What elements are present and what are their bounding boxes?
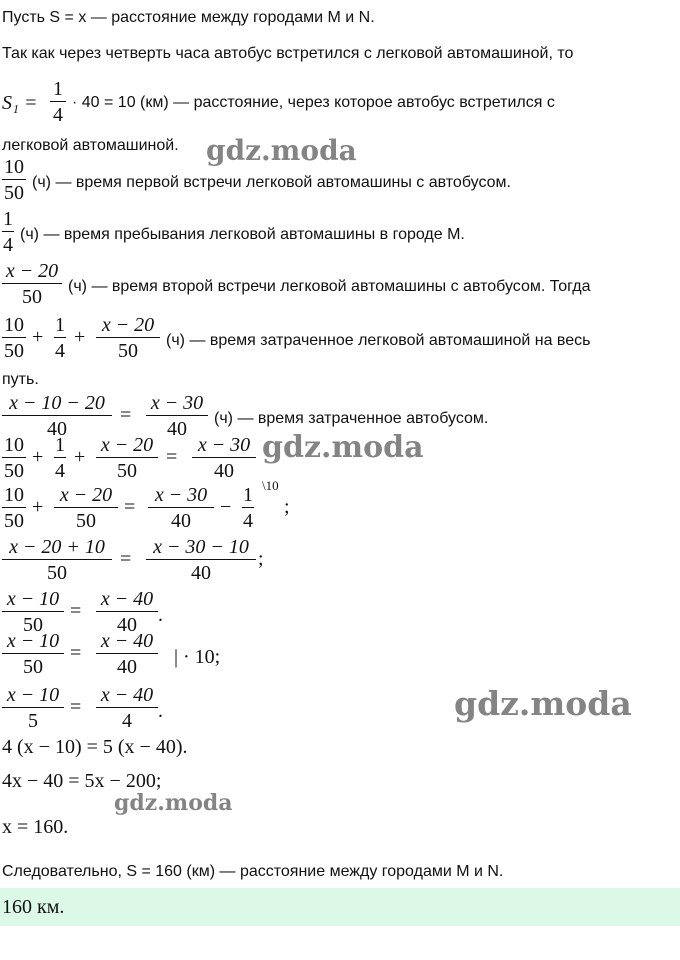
text-line-4: легковой автомашиной. xyxy=(2,137,179,154)
eq6-frac-b xyxy=(96,684,158,734)
num: 10 xyxy=(4,314,24,336)
num: 10 xyxy=(4,156,24,178)
fraction-10-50 xyxy=(2,156,26,206)
eq1-frac-b xyxy=(54,434,66,484)
equation-linear: 4 (x − 10) = 5 (x − 40). xyxy=(2,736,188,758)
bar xyxy=(242,507,254,508)
bar xyxy=(146,559,256,560)
num: x − 20 xyxy=(100,434,154,456)
bar xyxy=(2,559,112,560)
bar xyxy=(96,653,158,654)
fraction-x20-50b xyxy=(96,314,160,364)
den: 40 xyxy=(117,614,137,636)
bar xyxy=(2,231,14,232)
den: 50 xyxy=(23,614,43,636)
plus: + xyxy=(32,446,44,468)
den: 40 xyxy=(117,656,137,678)
equals: = xyxy=(70,696,82,718)
den: 50 xyxy=(4,340,24,362)
eq2-frac-c xyxy=(148,484,214,534)
watermark-logo: gdz.moda xyxy=(262,430,424,465)
bar xyxy=(96,457,158,458)
conclusion-line: Следовательно, S = 160 (км) — расстояние между городами M и N. xyxy=(2,863,504,880)
den: 40 xyxy=(171,510,191,532)
watermark-logo: gdz.moda xyxy=(454,684,632,723)
text-line-5: (ч) — время первой встречи легковой автомашины с автобусом. xyxy=(32,174,511,191)
num: x − 20 xyxy=(101,314,155,336)
den: 4 xyxy=(55,340,65,362)
eq2-frac-a xyxy=(2,484,26,534)
den: 40 xyxy=(47,418,67,440)
num: x − 10 xyxy=(6,630,60,652)
den: 50 xyxy=(47,562,67,584)
eq1-frac-c xyxy=(96,434,158,484)
bar xyxy=(54,337,66,338)
text-line-9: путь. xyxy=(2,371,39,388)
num: x − 20 + 10 xyxy=(9,536,105,558)
multiplier-10: \10 xyxy=(262,478,279,493)
den: 50 xyxy=(118,340,138,362)
bar xyxy=(148,507,214,508)
eq3-frac-a xyxy=(2,536,112,586)
num: x − 10 − 20 xyxy=(9,392,105,414)
den: 4 xyxy=(3,234,13,256)
den: 50 xyxy=(23,656,43,678)
num: x − 20 xyxy=(59,484,113,506)
bar xyxy=(96,337,160,338)
multiply-by-10: | · 10; xyxy=(174,646,221,668)
num: 1 xyxy=(53,78,63,100)
bar xyxy=(50,101,66,102)
eq3-frac-b xyxy=(146,536,256,586)
period: . xyxy=(158,700,163,722)
bar xyxy=(192,457,256,458)
watermark-logo: gdz.moda xyxy=(114,790,233,816)
num: x − 10 xyxy=(6,588,60,610)
den: 40 xyxy=(167,418,187,440)
num: x − 20 xyxy=(5,260,59,282)
den: 4 xyxy=(122,710,132,732)
den: 5 xyxy=(28,710,38,732)
bar xyxy=(2,179,26,180)
num: x − 30 − 10 xyxy=(153,536,249,558)
den: 50 xyxy=(4,510,24,532)
bar xyxy=(2,457,26,458)
bar xyxy=(2,283,62,284)
text-line-8: (ч) — время затраченное легковой автомашиной на весь xyxy=(166,332,591,349)
text-line-10: (ч) — время затраченное автобусом. xyxy=(214,410,489,427)
plus: + xyxy=(32,326,44,348)
plus: + xyxy=(32,496,44,518)
bar xyxy=(2,653,64,654)
den: 50 xyxy=(22,286,42,308)
fraction-1-4c xyxy=(54,314,66,364)
num: x − 30 xyxy=(154,484,208,506)
den: 50 xyxy=(4,182,24,204)
fraction-1-4 xyxy=(50,78,66,128)
text-line-6: (ч) — время пребывания легковой автомашины в городе M. xyxy=(20,226,465,243)
num: x − 30 xyxy=(197,434,251,456)
num: x − 30 xyxy=(150,392,204,414)
equals: = xyxy=(70,600,82,622)
bar xyxy=(54,507,118,508)
equation-expanded: 4x − 40 = 5x − 200; xyxy=(2,770,162,792)
den: 4 xyxy=(53,104,63,126)
num: 1 xyxy=(3,208,13,230)
num: 10 xyxy=(4,484,24,506)
equals: = xyxy=(166,446,178,468)
plus: + xyxy=(74,326,86,348)
text-line-1: Пусть S = x — расстояние между городами M и N. xyxy=(2,9,375,26)
eq1-frac-d xyxy=(192,434,256,484)
period: . xyxy=(158,604,163,626)
bar xyxy=(2,415,112,416)
s1-label: S₁ = xyxy=(2,92,38,114)
answer-box xyxy=(0,888,680,926)
den: 50 xyxy=(117,460,137,482)
bar xyxy=(54,457,66,458)
eq6-frac-a xyxy=(2,684,64,734)
num: x − 40 xyxy=(100,588,154,610)
fraction-x20-50 xyxy=(2,260,62,310)
eq1-frac-a xyxy=(2,434,26,484)
eq2-frac-b xyxy=(54,484,118,534)
bar xyxy=(96,611,158,612)
den: 50 xyxy=(4,460,24,482)
num: 1 xyxy=(55,434,65,456)
fraction-1-4b xyxy=(2,208,14,258)
equals: = xyxy=(120,548,132,570)
num: 1 xyxy=(55,314,65,336)
num: 10 xyxy=(4,434,24,456)
den: 50 xyxy=(76,510,96,532)
den: 4 xyxy=(243,510,253,532)
eq2-frac-d xyxy=(242,484,254,534)
bar xyxy=(146,415,208,416)
bar xyxy=(2,507,26,508)
answer-text: 160 км. xyxy=(2,896,65,918)
semicolon: ; xyxy=(284,496,290,518)
num: x − 10 xyxy=(6,684,60,706)
semicolon: ; xyxy=(258,548,264,570)
text-line-7: (ч) — время второй встречи легковой автомашины с автобусом. Тогда xyxy=(68,278,591,295)
num: x − 40 xyxy=(100,630,154,652)
den: 40 xyxy=(214,460,234,482)
plus: + xyxy=(74,446,86,468)
den: 4 xyxy=(55,460,65,482)
fraction-10-50b xyxy=(2,314,26,364)
text-line-3: · 40 = 10 (км) — расстояние, через которое автобус встретился с xyxy=(72,94,555,111)
den: 40 xyxy=(191,562,211,584)
bar xyxy=(96,707,158,708)
eq5-frac-a xyxy=(2,630,64,680)
bar xyxy=(2,611,64,612)
text-line-2: Так как через четверть часа автобус встретился с легковой автомашиной, то xyxy=(2,45,574,62)
eq5-frac-b xyxy=(96,630,158,680)
minus: − xyxy=(220,496,232,518)
num: 1 xyxy=(243,484,253,506)
num: x − 40 xyxy=(100,684,154,706)
equals: = xyxy=(70,642,82,664)
watermark-logo: gdz.moda xyxy=(206,134,357,167)
equation-solution: x = 160. xyxy=(2,816,69,838)
bar xyxy=(2,707,64,708)
equals: = xyxy=(124,496,136,518)
bar xyxy=(2,337,26,338)
equals: = xyxy=(120,404,132,426)
